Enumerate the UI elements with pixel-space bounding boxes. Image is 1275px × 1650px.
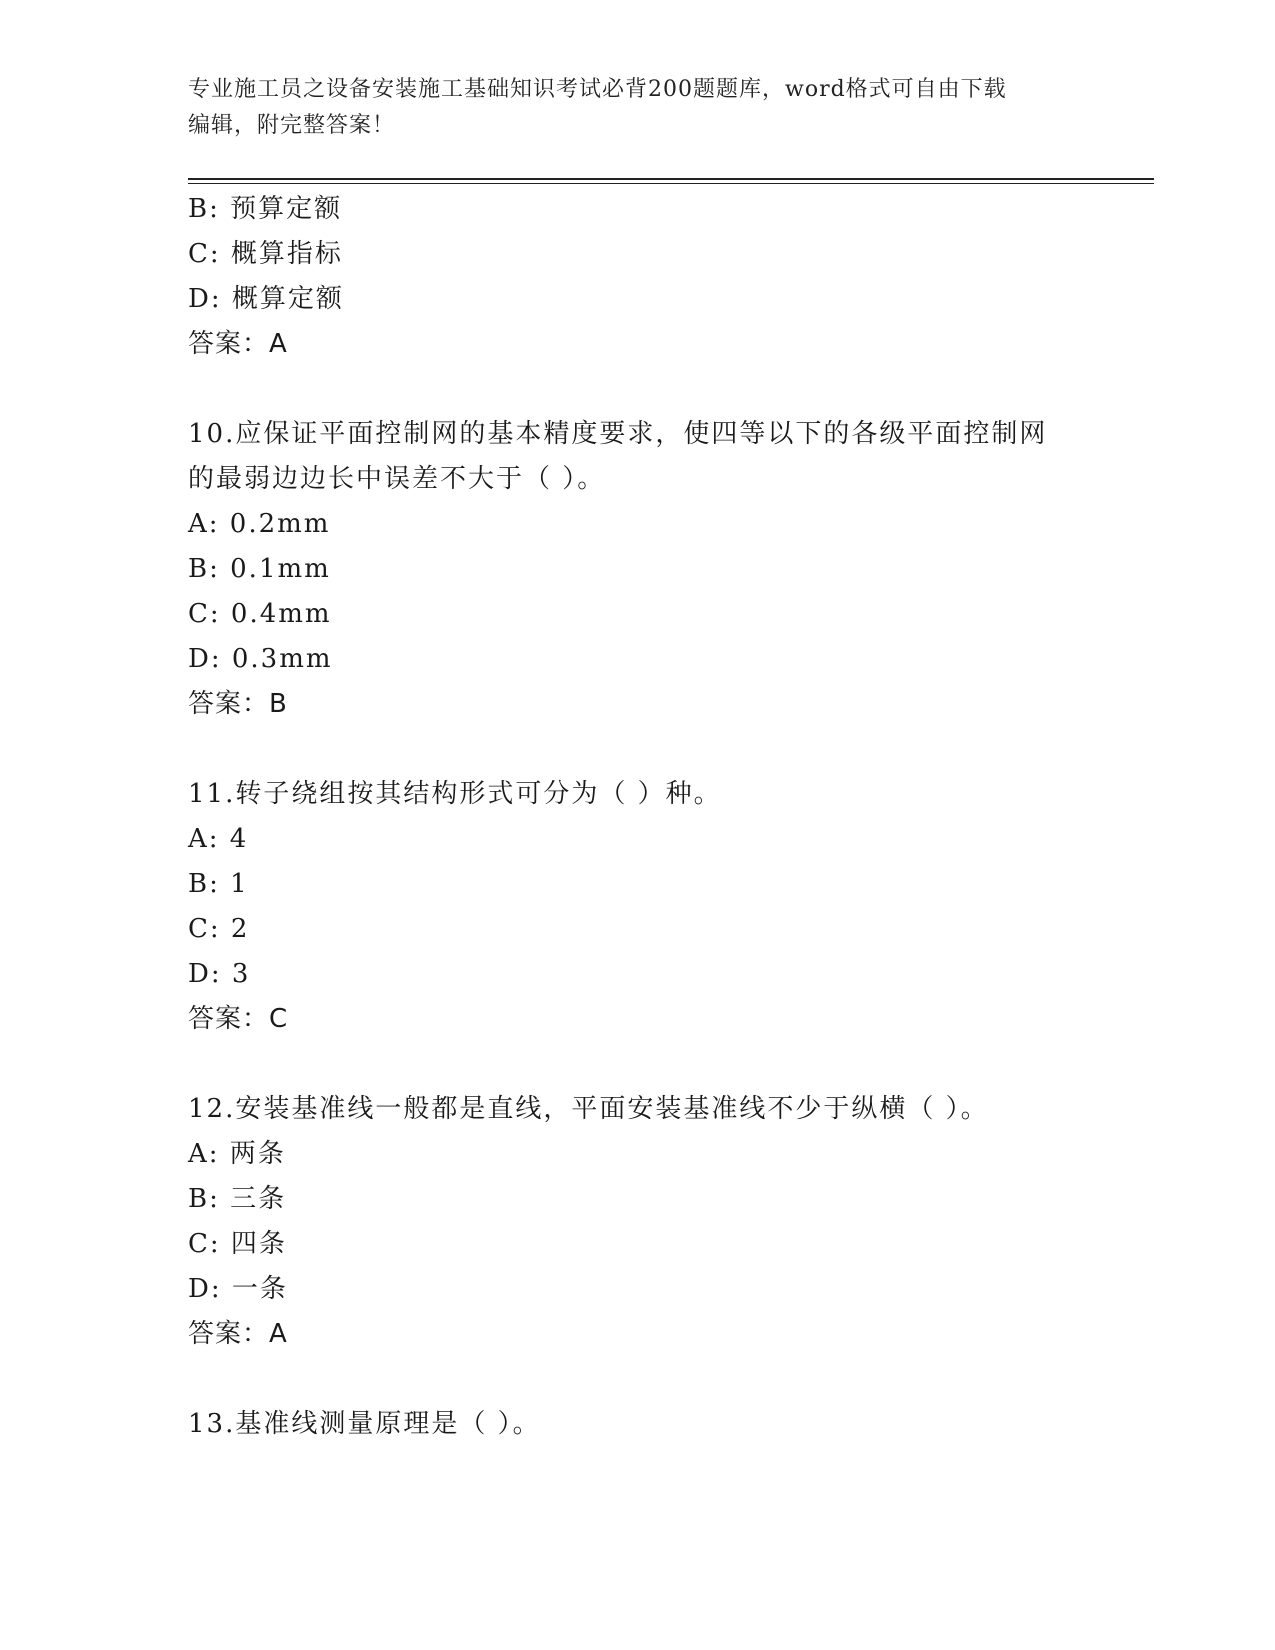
document-header <box>188 72 1088 144</box>
q9-option-d: D: 概算定额 <box>188 284 344 314</box>
q12-option-c: C: 四条 <box>188 1229 287 1259</box>
q10-option-a: A: 0.2mm <box>188 509 331 539</box>
q11-option-c: C: 2 <box>188 914 250 944</box>
q11-option-a: A: 4 <box>188 824 249 854</box>
q9-option-b: B: 预算定额 <box>188 194 343 224</box>
header-divider-thin <box>188 183 1154 184</box>
q10-option-c: C: 0.4mm <box>188 599 332 629</box>
q12-option-d: D: 一条 <box>188 1274 288 1304</box>
q12-option-a: A: 两条 <box>188 1139 286 1169</box>
q10-answer: 答案：B <box>188 689 288 719</box>
header-divider-thick <box>188 178 1154 180</box>
q10-title-line-2: 的最弱边边长中误差不大于（ ）。 <box>188 464 606 494</box>
q9-answer: 答案：A <box>188 329 288 359</box>
q12-title: 12.安装基准线一般都是直线，平面安装基准线不少于纵横（ ）。 <box>188 1094 989 1124</box>
q12-option-b: B: 三条 <box>188 1184 287 1214</box>
header-line-2: 编辑，附完整答案！ <box>188 113 396 138</box>
q10-option-d: D: 0.3mm <box>188 644 333 674</box>
q11-option-d: D: 3 <box>188 959 251 989</box>
q9-option-c: C: 概算指标 <box>188 239 343 269</box>
q11-answer: 答案：C <box>188 1004 289 1034</box>
q13-title: 13.基准线测量原理是（ ）。 <box>188 1409 541 1439</box>
q10-option-b: B: 0.1mm <box>188 554 331 584</box>
header-line-1: 专业施工员之设备安装施工基础知识考试必背200题题库，word格式可自由下载 <box>188 77 1007 102</box>
q11-option-b: B: 1 <box>188 869 249 899</box>
q11-title: 11.转子绕组按其结构形式可分为（ ）种。 <box>188 779 722 809</box>
q10-title-line-1: 10.应保证平面控制网的基本精度要求，使四等以下的各级平面控制网 <box>188 419 1048 449</box>
q12-answer: 答案：A <box>188 1319 288 1349</box>
